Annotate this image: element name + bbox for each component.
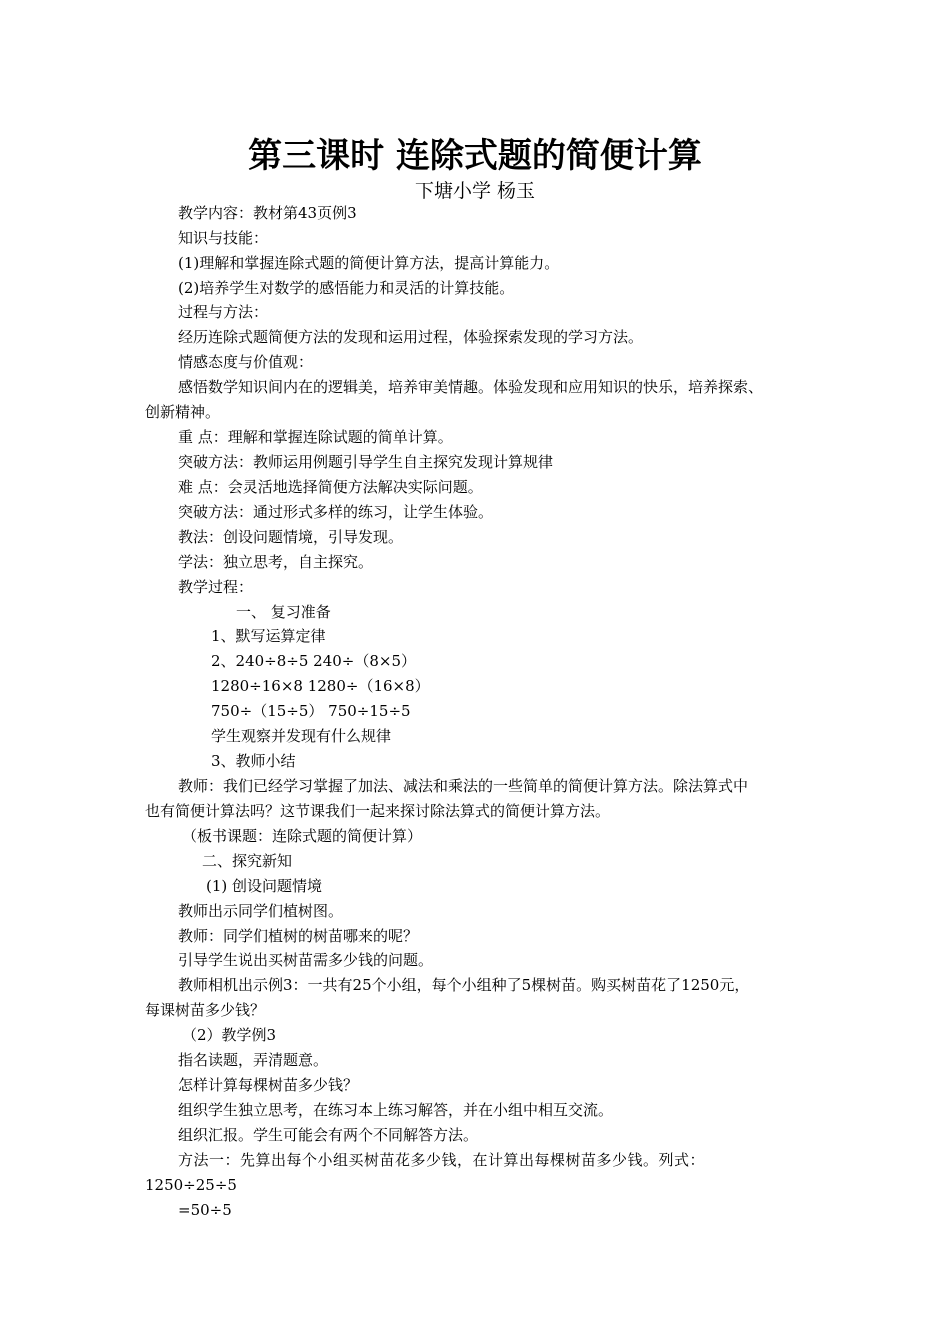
text-line: 突破方法：通过形式多样的练习，让学生体验。 <box>178 503 494 521</box>
page-title: 第三课时 连除式题的简便计算 <box>248 136 702 176</box>
text-line: （板书课题：连除式题的简便计算） <box>182 827 423 845</box>
text-line: 组织学生独立思考，在练习本上练习解答，并在小组中相互交流。 <box>178 1101 614 1119</box>
text-line: 教学过程： <box>178 578 254 596</box>
text-line: 2、240÷8÷5 240÷（8×5） <box>211 652 417 670</box>
text-line: 每课树苗多少钱？ <box>145 1001 266 1019</box>
text-line: 指名读题，弄清题意。 <box>178 1051 329 1069</box>
text-line: (1) 创设问题情境 <box>206 877 323 895</box>
text-line: 教师：我们已经学习掌握了加法、减法和乘法的一些简单的简便计算方法。除法算式中 <box>178 777 749 795</box>
text-line: 教师相机出示例3：一共有25个小组，每个小组种了5棵树苗。购买树苗花了1250元， <box>178 976 750 994</box>
section-heading: 一、 复习准备 <box>236 603 331 621</box>
section-heading: 二、探究新知 <box>202 852 293 870</box>
text-line: 教法：创设问题情境，引导发现。 <box>178 528 404 546</box>
text-line: 创新精神。 <box>145 403 221 421</box>
text-line: (2)培养学生对数学的感悟能力和灵活的计算技能。 <box>178 279 515 297</box>
text-line: 怎样计算每棵树苗多少钱？ <box>178 1076 359 1094</box>
text-line: 引导学生说出买树苗需多少钱的问题。 <box>178 951 434 969</box>
text-line: 经历连除式题简便方法的发现和运用过程，体验探索发现的学习方法。 <box>178 328 644 346</box>
text-line: 突破方法：教师运用例题引导学生自主探究发现计算规律 <box>178 453 554 471</box>
text-line: 也有简便计算法吗？这节课我们一起来探讨除法算式的简便计算方法。 <box>145 802 611 820</box>
text-line: 750÷（15÷5） 750÷15÷5 <box>211 702 411 720</box>
text-line: 教师：同学们植树的树苗哪来的呢？ <box>178 927 419 945</box>
text-line: (1)理解和掌握连除式题的简便计算方法，提高计算能力。 <box>178 254 560 272</box>
text-line: 情感态度与价值观： <box>178 353 314 371</box>
author-line: 下塘小学 杨玉 <box>414 180 536 202</box>
text-line: 知识与技能： <box>178 229 269 247</box>
text-line: 难 点：会灵活地选择简便方法解决实际问题。 <box>178 478 483 496</box>
text-line: 学法：独立思考，自主探究。 <box>178 553 374 571</box>
text-line: 重 点：理解和掌握连除试题的简单计算。 <box>178 428 453 446</box>
text-line: 感悟数学知识间内在的逻辑美，培养审美情趣。体验发现和应用知识的快乐，培养探索、 <box>178 378 764 396</box>
text-line: 1、默写运算定律 <box>211 627 326 645</box>
text-line: =50÷5 <box>178 1201 232 1219</box>
text-line: 组织汇报。学生可能会有两个不同解答方法。 <box>178 1126 479 1144</box>
text-line: 过程与方法： <box>178 303 269 321</box>
text-line: （2）教学例3 <box>182 1026 277 1044</box>
text-line: 方法一：先算出每个小组买树苗花多少钱，在计算出每棵树苗多少钱。列式： <box>178 1151 706 1169</box>
text-line: 学生观察并发现有什么规律 <box>211 727 392 745</box>
text-line: 教学内容：教材第43页例3 <box>178 204 357 222</box>
text-line: 1280÷16×8 1280÷（16×8） <box>211 677 430 695</box>
text-line: 1250÷25÷5 <box>145 1176 237 1194</box>
text-line: 教师出示同学们植树图。 <box>178 902 344 920</box>
text-line: 3、教师小结 <box>211 752 296 770</box>
